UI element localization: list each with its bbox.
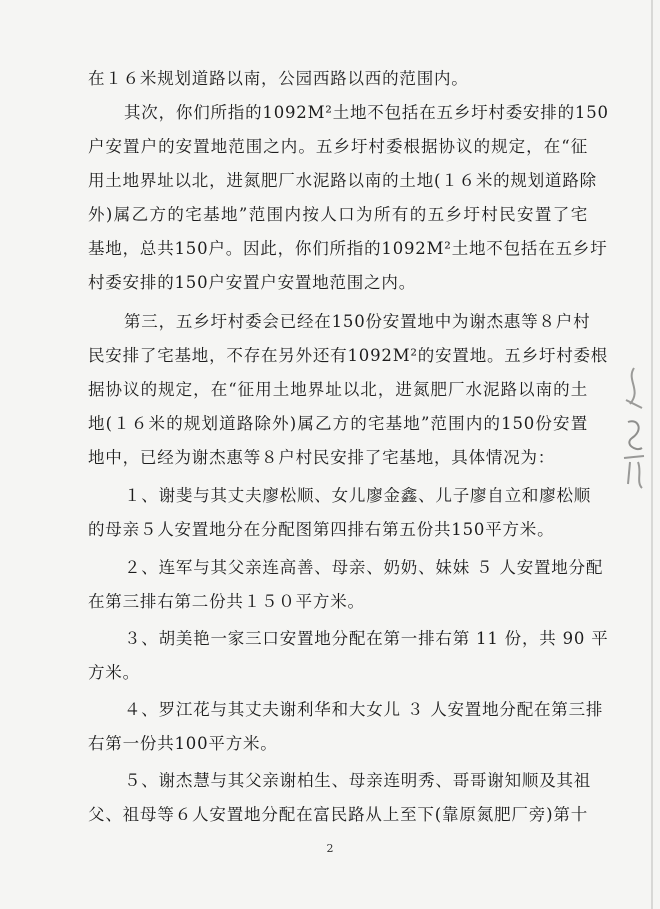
text-line: 右第一份共100平方米。	[88, 734, 278, 753]
text-line: ５、谢杰慧与其父亲谢柏生、母亲连明秀、哥哥谢知顺及其祖	[124, 771, 592, 790]
text-line: 地中，已经为谢杰惠等８户村民安排了宅基地，具体情况为：	[88, 448, 556, 467]
text-line: 的母亲５人安置地分在分配图第四排右第五份共150平方米。	[88, 520, 555, 539]
text-line: 第三，五乡圩村委会已经在150份安置地中为谢杰惠等８户村	[124, 312, 591, 331]
text-line: 其次，你们所指的1092M²土地不包括在五乡圩村委安排的150	[124, 103, 609, 122]
text-line: １、谢斐与其丈夫廖松顺、女儿廖金鑫、儿子廖自立和廖松顺	[124, 486, 592, 505]
text-line: ２、连军与其父亲连高善、母亲、奶奶、妹妹 ５ 人安置地分配	[124, 558, 604, 577]
text-line: 村委安排的150户安置户安置地范围之内。	[88, 273, 416, 292]
page-number: 2	[326, 842, 334, 855]
text-line: ４、罗江花与其丈夫谢利华和大女儿 ３ 人安置地分配在第三排	[124, 700, 604, 719]
text-line: 地(１６米的规划道路除外)属乙方的宅基地”范围内的150份安置	[88, 414, 588, 433]
text-line: ３、胡美艳一家三口安置地分配在第一排右第 11 份，共 90 平	[124, 629, 609, 648]
text-line: 用土地界址以北，进氮肥厂水泥路以南的土地(１６米的规划道路除	[88, 171, 597, 190]
margin-handwriting-mark	[616, 360, 652, 510]
text-line: 外)属乙方的宅基地”范围内按人口为所有的五乡圩村民安置了宅	[88, 205, 588, 224]
text-line: 据协议的规定，在“征用土地界址以北，进氮肥厂水泥路以南的土	[88, 380, 588, 399]
text-line: 在第三排右第二份共１５０平方米。	[88, 592, 365, 611]
text-line: 方米。	[88, 663, 140, 682]
text-line: 在１６米规划道路以南，公园西路以西的范围内。	[88, 69, 469, 88]
text-line: 基地，总共150户。因此，你们所指的1092M²土地不包括在五乡圩	[88, 239, 608, 258]
text-line: 父、祖母等６人安置地分配在富民路从上至下(靠原氮肥厂旁)第十	[88, 805, 588, 824]
text-line: 民安排了宅基地，不存在另外还有1092M²的安置地。五乡圩村委根	[88, 346, 609, 365]
text-line: 户安置户的安置地范围之内。五乡圩村委根据协议的规定，在“征	[88, 137, 588, 156]
